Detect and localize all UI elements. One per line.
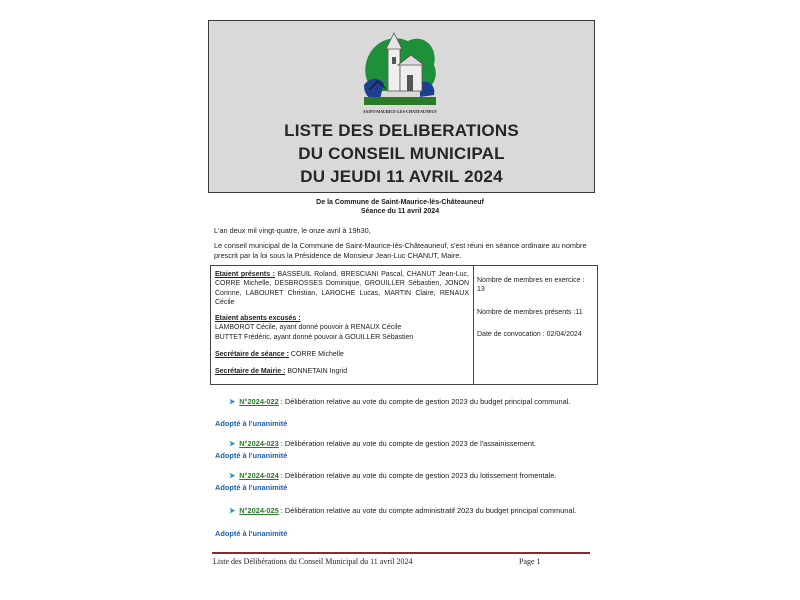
deliberation-item [215, 506, 590, 516]
table-divider [473, 266, 474, 384]
attendance-left [215, 270, 469, 377]
deliberation-number: N°2024-025 [239, 506, 279, 515]
intro-paragraph: Le conseil municipal de la Commune de Saint-Maurice-lès-Châteauneuf, s'est réuni en séance ordinaire au nombre prescrit par la loi sous la Présidence de Monsieur Jean-Luc CHANUT, Maire. [214, 241, 587, 260]
deliberation-text: : Délibération relative au vote du compte de gestion 2023 du budget principal communal. [280, 397, 571, 406]
members-in-office: Nombre de membres en exercice : 13 [477, 277, 585, 294]
title-line-3: DU JEUDI 11 AVRIL 2024 [300, 167, 503, 186]
title-line-2: DU CONSEIL MUNICIPAL [298, 144, 505, 163]
arrow-bullet-icon: ➤ [229, 397, 236, 406]
attendance-right [477, 276, 593, 339]
deliberation-item [215, 397, 590, 407]
footer-rule [212, 552, 590, 554]
mairie-name: BONNETAIN Ingrid [287, 368, 348, 376]
deliberation-result: Adopté à l'unanimité [215, 419, 288, 428]
present-label: Etaient présents : [215, 271, 275, 278]
deliberation-item [215, 439, 590, 449]
deliberation-text: : Délibération relative au vote du compte administratif 2023 du budget principal communal. [280, 506, 577, 515]
church-logo-icon [360, 27, 440, 119]
secretary-label: Secrétaire de séance : [215, 351, 289, 359]
arrow-bullet-icon: ➤ [229, 506, 236, 515]
deliberation-text: : Délibération relative au vote du compte de gestion 2023 du lotissement fromentale. [280, 471, 557, 480]
secretary-name: CORRE Michelle [290, 351, 344, 359]
logo-caption: SAINT-MAURICE-LES-CHATEAUNEUF [363, 109, 437, 114]
intro-date: L'an deux mil vingt-quatre, le onze avril à 19h30, [214, 226, 371, 235]
footer-title: Liste des Délibérations du Conseil Municipal du 11 avril 2024 [213, 557, 413, 566]
present-block [215, 270, 469, 307]
deliberation-result: Adopté à l'unanimité [215, 529, 288, 538]
secretary-row [215, 350, 469, 359]
excused-2: BUTTET Frédéric, ayant donné pouvoir à GOUILLER Sébastien [215, 333, 414, 341]
deliberation-result: Adopté à l'unanimité [215, 483, 288, 492]
mairie-row [215, 367, 469, 376]
deliberation-result: Adopté à l'unanimité [215, 451, 288, 460]
deliberation-number: N°2024-024 [239, 471, 279, 480]
excused-1: LAMBOROT Cécile, ayant donné pouvoir à RENAUX Cécile [215, 324, 402, 332]
convocation-date: Date de convocation : 02/04/2024 [477, 330, 582, 338]
attendance-table [210, 265, 598, 385]
excused-label: Etaient absents excusés : [215, 315, 301, 323]
deliberation-item [215, 471, 590, 481]
page-number: Page 1 [519, 557, 541, 566]
deliberation-number: N°2024-023 [239, 439, 279, 448]
mairie-label: Secrétaire de Mairie : [215, 368, 286, 376]
deliberation-number: N°2024-022 [239, 397, 279, 406]
arrow-bullet-icon: ➤ [229, 471, 236, 480]
header-box [208, 20, 595, 193]
deliberation-text: : Délibération relative au vote du compte de gestion 2023 de l'assainissement. [280, 439, 537, 448]
title-line-1: LISTE DES DELIBERATIONS [284, 121, 519, 140]
commune-subtitle: De la Commune de Saint-Maurice-lès-Châteauneuf [316, 199, 484, 206]
members-present: Nombre de membres présents :11 [477, 308, 583, 316]
session-subtitle: Séance du 11 avril 2024 [360, 208, 440, 215]
arrow-bullet-icon: ➤ [229, 439, 236, 448]
present-names: BASSEUIL Roland, BRESCIANI Pascal, CHANUT Jean-Luc, CORRE Michelle, DESBROSSES Dominique, GROUILLER Sébastien, JONON Corinne, LABOURET Christian, LAROCHE Lucas, MARTIN Claire, RENAUX Cécile [215, 271, 469, 306]
